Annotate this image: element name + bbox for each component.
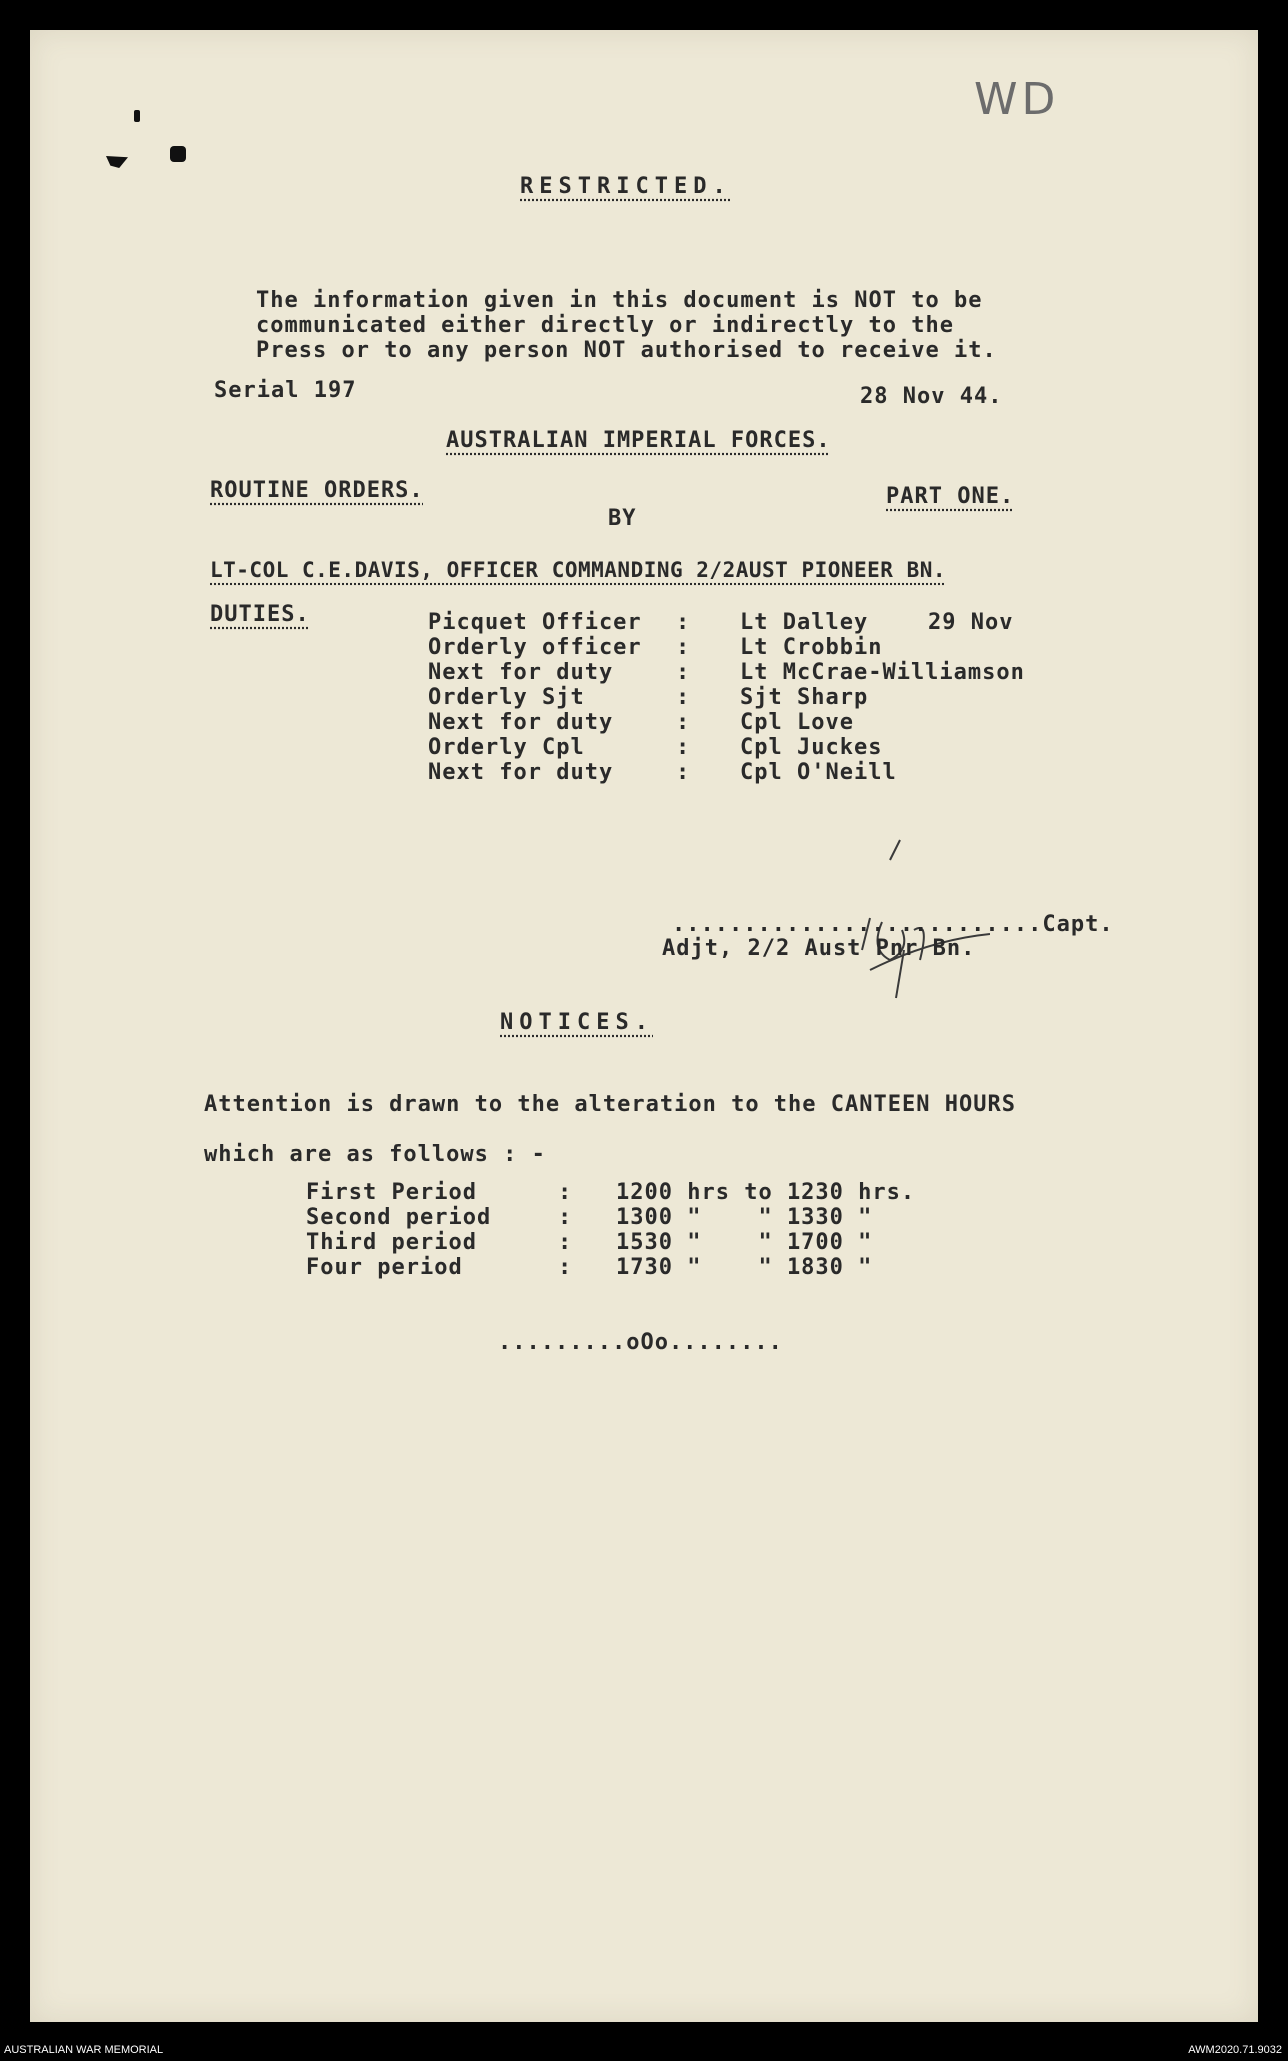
document-date: 28 Nov 44.: [860, 384, 1003, 409]
duty-separator: :: [676, 635, 691, 660]
duty-role: Next for duty: [428, 660, 614, 685]
duty-separator: :: [676, 710, 691, 735]
duty-name: Lt Dalley: [740, 610, 869, 635]
duty-separator: :: [676, 760, 691, 785]
canteen-separator: :: [558, 1255, 573, 1280]
duties-label: DUTIES.: [210, 602, 310, 627]
duty-date: 29 Nov: [928, 610, 1014, 635]
canteen-separator: :: [558, 1205, 573, 1230]
duty-role: Picquet Officer: [428, 610, 642, 635]
canteen-hours: 1200 hrs to 1230 hrs.: [616, 1180, 916, 1205]
duty-role: Orderly Sjt: [428, 685, 585, 710]
force-heading: AUSTRALIAN IMPERIAL FORCES.: [446, 428, 831, 453]
canteen-hours: 1530 " " 1700 ": [616, 1230, 873, 1255]
notice-text: which are as follows : -: [204, 1142, 546, 1167]
restricted-heading: RESTRICTED.: [520, 174, 732, 199]
canteen-period: First Period: [306, 1180, 477, 1205]
duty-name: Cpl Love: [740, 710, 854, 735]
duty-role: Next for duty: [428, 710, 614, 735]
restriction-line: Press or to any person NOT authorised to receive it.: [256, 338, 997, 363]
canteen-separator: :: [558, 1230, 573, 1255]
punch-hole: [170, 146, 186, 162]
canteen-period: Second period: [306, 1205, 492, 1230]
end-mark: .........oOo........: [498, 1330, 783, 1355]
duty-name: Cpl O'Neill: [740, 760, 897, 785]
punch-mark: [134, 110, 140, 122]
duty-name: Lt Crobbin: [740, 635, 883, 660]
routine-orders-label: ROUTINE ORDERS.: [210, 478, 424, 503]
canteen-hours: 1300 " " 1330 ": [616, 1205, 873, 1230]
part-label: PART ONE.: [886, 484, 1015, 509]
canteen-period: Four period: [306, 1255, 463, 1280]
duty-separator: :: [676, 735, 691, 760]
by-label: BY: [608, 506, 637, 531]
signature-line: ..........................Capt.: [672, 912, 1114, 937]
document-page: [30, 30, 1258, 2022]
duty-separator: :: [676, 660, 691, 685]
duty-separator: :: [676, 685, 691, 710]
canteen-hours: 1730 " " 1830 ": [616, 1255, 873, 1280]
notice-text: Attention is drawn to the alteration to the CANTEEN HOURS: [204, 1092, 1016, 1117]
duty-role: Next for duty: [428, 760, 614, 785]
punch-hole: [106, 156, 128, 168]
duty-name: Sjt Sharp: [740, 685, 869, 710]
restriction-line: The information given in this document is NOT to be: [256, 288, 983, 313]
duty-separator: :: [676, 610, 691, 635]
commander-line: LT-COL C.E.DAVIS, OFFICER COMMANDING 2/2AUST PIONEER BN.: [210, 558, 947, 582]
footer-right: AWM2020.71.9032: [1188, 2044, 1282, 2056]
restriction-line: communicated either directly or indirectly to the: [256, 313, 955, 338]
canteen-period: Third period: [306, 1230, 477, 1255]
footer-left: AUSTRALIAN WAR MEMORIAL: [4, 2044, 164, 2056]
handwritten-mark: WD: [974, 74, 1060, 125]
duty-name: Cpl Juckes: [740, 735, 883, 760]
duty-name: Lt McCrae-Williamson: [740, 660, 1025, 685]
duty-role: Orderly officer: [428, 635, 642, 660]
notices-heading: NOTICES.: [500, 1010, 654, 1035]
adjutant-title: Adjt, 2/2 Aust Pnr Bn.: [662, 936, 976, 961]
serial-number: Serial 197: [214, 378, 357, 403]
canteen-separator: :: [558, 1180, 573, 1205]
duty-role: Orderly Cpl: [428, 735, 585, 760]
